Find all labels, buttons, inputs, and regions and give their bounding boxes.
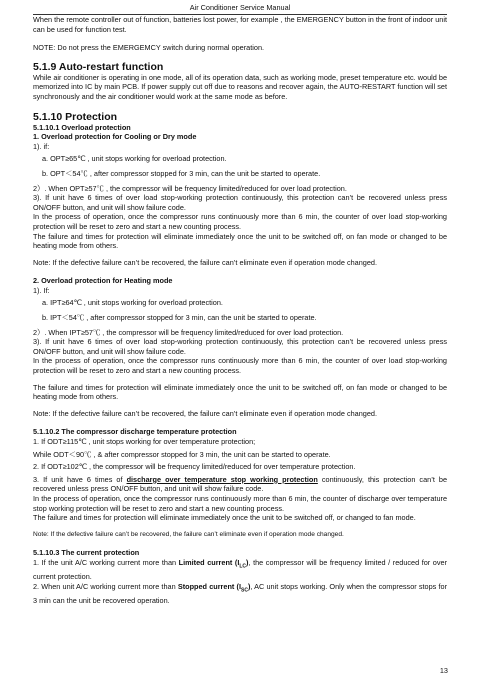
discharge-elimination-paragraph: The failure and times for protection will eliminate immediately once the unit to be switched off, or changed to fan mode. (33, 513, 416, 523)
discharge-recovery: While ODT＜90℃ , & after compressor stopped for 3 min, the unit can be started to operate. (33, 449, 331, 459)
current-item-1-tail: , the compressor will be frequency limited / reduced for over current protection. (33, 557, 447, 581)
heating-overload-title: 2. Overload protection for Heating mode (33, 276, 173, 286)
heating-counter-paragraph: In the process of operation, once the compressor runs continuously more than 6 min, the counter of over load stop-working protection will be reset to zero and start a new counting process. (33, 356, 447, 376)
subsection-title-overload: 5.1.10.1 Overload protection (33, 122, 131, 132)
cooling-counter-paragraph: In the process of operation, once the compressor runs continuously more than 6 min, the counter of over load stop-working protection will be reset to zero and start a new counting process. (33, 212, 447, 231)
auto-restart-paragraph: While air conditioner is operating in one mode, all of its operation data, such as working mode, preset temperature etc. would be memorized into IC by main PCB. If power supply cut off due to reasons and recover again, the AUTO-RESTART function will set synchronously and the air conditioner would work at the same mode as before. (33, 72, 447, 101)
heating-item-a: a. IPT≥64℃ , unit stops working for overload protection. (42, 298, 223, 308)
cooling-item-3: 3). If unit have 6 times of over load stop-working protection continuously, this protection can’t be recovered unless press ON/OFF button, and unit will show failure code. (33, 193, 447, 212)
current-item-1 (33, 558, 447, 582)
cooling-item-2: 2）. When OPT≥57℃ , the compressor will be frequency limited/reduced for over load protection. (33, 183, 347, 193)
discharge-counter-paragraph: In the process of operation, once the compressor runs continuously more than 6 min, the counter of discharge over temperature stop working protection will be reset to zero and start a new counting process. (33, 493, 447, 513)
cooling-item-a: a. OPT≥65℃ , unit stops working for overload protection. (42, 154, 227, 164)
stopped-current-subscript: SC (240, 587, 248, 594)
current-item-2-tail: , AC unit stops working. Only when the compressor stops for 3 min can the unit be recovered operation. (33, 581, 448, 605)
cooling-overload-title: 1. Overload protection for Cooling or Dry mode (33, 132, 197, 142)
cooling-item-b: b. OPT＜54℃ , after compressor stopped for 3 min, can the unit be started to operate. (42, 168, 321, 178)
subsection-title-discharge: 5.1.10.2 The compressor discharge temperature protection (33, 427, 237, 437)
limited-current-label: Limited current (I (178, 557, 240, 567)
running-header: Air Conditioner Service Manual (189, 3, 291, 12)
discharge-item-2: 2. If ODT≥102℃ , the compressor will be frequency limited/reduced for over temperature protection. (33, 462, 356, 472)
section-heading-auto-restart: 5.1.9 Auto-restart function (33, 60, 164, 73)
limited-current-close: ) (246, 557, 249, 567)
heating-elimination-paragraph: The failure and times for protection will eliminate immediately once the unit to be switched off, on fan mode or changed to be heating mode from others. (33, 382, 447, 402)
heating-item-2: 2）. When IPT≥57℃ , the compressor will be frequency limited/reduced for over load protection. (33, 327, 344, 337)
current-item-2-lead: 2. When unit A/C working current more than (33, 581, 178, 591)
heating-item-3: 3). If unit have 6 times of over load stop-working protection continuously, this protection can’t be recovered unless press ON/OFF button, and unit will show failure code. (33, 337, 447, 356)
current-item-1-lead: 1. If the unit A/C working current more than (33, 557, 179, 567)
heating-note: Note: If the defective failure can’t be recovered, the failure can’t eliminate even if operation mode changed. (33, 408, 377, 418)
discharge-note: Note: If the defective failure can’t be recovered, the failure can’t eliminate even if operation mode changed. (33, 530, 344, 538)
current-item-2 (33, 582, 447, 606)
discharge-item-3-emphasis: discharge over temperature stop working protection (126, 474, 318, 484)
subsection-title-current: 5.1.10.3 The current protection (33, 548, 140, 558)
heating-if-label: 1). If: (33, 285, 50, 295)
page-content (33, 15, 447, 605)
stopped-current-label: Stopped current (I (177, 581, 241, 591)
discharge-item-3-lead: 3. If unit have 6 times of (33, 474, 127, 484)
cooling-note: Note: If the defective failure can’t be recovered, the failure can’t eliminate even if operation mode changed. (33, 257, 377, 267)
emergency-paragraph: When the remote controller out of function, batteries lost power, for example , the EMERGENCY button in the front of indoor unit can be used for function test. (33, 15, 447, 34)
emergency-note: NOTE: Do not press the EMERGEMCY switch during normal operation. (33, 43, 265, 53)
discharge-item-3-tail: continuously, this protection can’t be recovered unless press ON/OFF button, and unit will show failure code. (33, 474, 447, 494)
limited-current-subscript: LC (239, 563, 247, 570)
discharge-item-3 (33, 475, 447, 494)
heating-item-b: b. IPT＜54℃ , after compressor stopped for 3 min, can the unit be started to operate. (42, 313, 317, 323)
cooling-elimination-paragraph: The failure and times for protection will eliminate immediately once the unit to be switched off, on fan mode or changed to be heating mode from others. (33, 231, 447, 251)
section-heading-protection: 5.1.10 Protection (33, 110, 118, 123)
discharge-item-1: 1. If ODT≥115℃ , unit stops working for over temperature protection; (33, 437, 256, 446)
stopped-current-close: ) (247, 581, 251, 591)
cooling-if-label: 1). if: (33, 141, 50, 151)
page-number: 13 (439, 666, 448, 675)
limited-current-term (178, 557, 249, 570)
stopped-current-term (177, 581, 251, 594)
